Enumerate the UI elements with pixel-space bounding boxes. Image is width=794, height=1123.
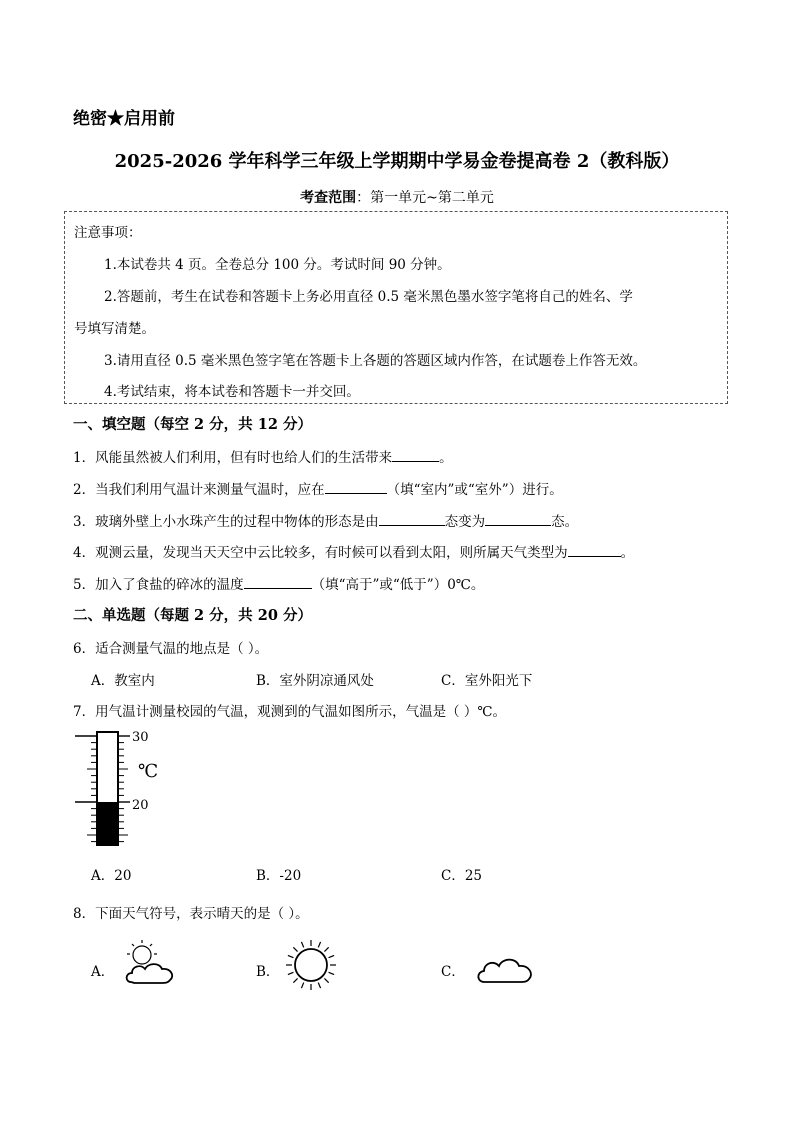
question-2: [73, 478, 563, 498]
question-6: 6．适合测量气温的地点是（ ）。: [73, 641, 269, 657]
question-text: （填“高于”或“低于”）0℃。: [311, 577, 485, 593]
sun-ray: [329, 972, 335, 974]
option-c[interactable]: C．室外阳光下: [441, 673, 533, 689]
question-7: 7．用气温计测量校园的气温，观测到的气温如图所示，气温是（ ）℃。: [73, 704, 506, 720]
answer-blank[interactable]: [325, 480, 387, 494]
note-line: 1.本试卷共 4 页。全卷总分 100 分。考试时间 90 分钟。: [104, 257, 451, 273]
sun-ray: [329, 955, 335, 957]
notes-box: [64, 211, 728, 404]
option-c[interactable]: C．: [441, 964, 465, 980]
sun-ray: [301, 942, 303, 948]
scope-label: 考查范围: [300, 190, 357, 206]
sun-ray: [288, 972, 294, 974]
unit-label: ℃: [138, 761, 159, 782]
question-text: （填“室内”或“室外”）进行。: [386, 482, 563, 498]
section-title-single-choice: 二、单选题（每题 2 分，共 20 分）: [73, 607, 312, 624]
answer-blank[interactable]: [244, 575, 312, 589]
exam-title: 2025-2026 学年科学三年级上学期期中学易金卷提高卷 2（教科版）: [114, 151, 680, 172]
question-8: 8．下面天气符号，表示晴天的是（ ）。: [73, 906, 309, 922]
answer-blank[interactable]: [568, 543, 621, 557]
sun-icon: [283, 936, 339, 992]
option-a[interactable]: A．教室内: [91, 673, 155, 689]
option-a[interactable]: A．: [91, 964, 115, 980]
question-3: [73, 510, 578, 530]
scope-value: ：第一单元~第二单元: [356, 190, 494, 206]
answer-blank[interactable]: [379, 512, 445, 526]
note-line: 3.请用直径 0.5 毫米黑色签字笔在答题卡上各题的答题区域内作答，在试题卷上作答无效。: [104, 353, 647, 369]
question-1: [73, 446, 453, 466]
sun-ray: [324, 947, 328, 951]
sun-ray: [288, 955, 294, 957]
section-title-fill-in: 一、填空题（每空 2 分，共 12 分）: [73, 416, 312, 433]
question-5: [73, 573, 484, 593]
question-text: 态变为: [444, 514, 486, 530]
confidential-label: 绝密★启用前: [73, 109, 175, 129]
note-line: 2.答题前，考生在试卷和答题卡上务必用直径 0.5 毫米黑色墨水签字笔将自己的姓名、学: [104, 289, 633, 305]
scale-label-bottom: 20: [132, 798, 149, 813]
option-b[interactable]: B．-20: [256, 868, 302, 884]
question-text: 2．当我们利用气温计来测量气温时，应在: [73, 482, 325, 498]
option-a[interactable]: A．20: [91, 868, 132, 884]
thermometer-liquid: [97, 802, 118, 845]
exam-scope: [0, 187, 794, 207]
question-text: 4．观测云量，发现当天天空中云比较多，有时候可以看到太阳，则所属天气类型为: [73, 545, 568, 561]
question-text: 。: [439, 450, 453, 466]
sun-ray: [318, 983, 320, 989]
note-line: 4.考试结束，将本试卷和答题卡一并交回。: [104, 384, 360, 400]
question-text: 5．加入了食盐的碎冰的温度: [73, 577, 244, 593]
sun-ray: [324, 978, 328, 982]
option-b[interactable]: B．室外阴凉通风处: [256, 673, 374, 689]
question-text: 态。: [551, 514, 579, 530]
option-b[interactable]: B．: [256, 964, 280, 980]
question-text: 。: [620, 545, 635, 561]
sun-ray: [293, 947, 297, 951]
sun-behind-cloud-icon: [121, 938, 179, 988]
question-text: 3．玻璃外壁上小水珠产生的过程中物体的形态是由: [73, 514, 379, 530]
note-line: 号填写清楚。: [74, 321, 155, 337]
answer-blank[interactable]: [392, 448, 439, 462]
option-c[interactable]: C．25: [441, 868, 483, 884]
answer-blank[interactable]: [485, 512, 551, 526]
sun-ray: [293, 978, 297, 982]
thermometer-figure: [70, 725, 180, 850]
notes-heading: 注意事项：: [74, 225, 142, 241]
scale-label-top: 30: [132, 730, 149, 745]
sun-ray: [301, 983, 303, 989]
question-4: [73, 541, 634, 561]
sun-ray: [318, 942, 320, 948]
question-text: 1．风能虽然被人们利用，但有时也给人们的生活带来: [73, 450, 393, 466]
cloud-icon: [474, 948, 538, 988]
